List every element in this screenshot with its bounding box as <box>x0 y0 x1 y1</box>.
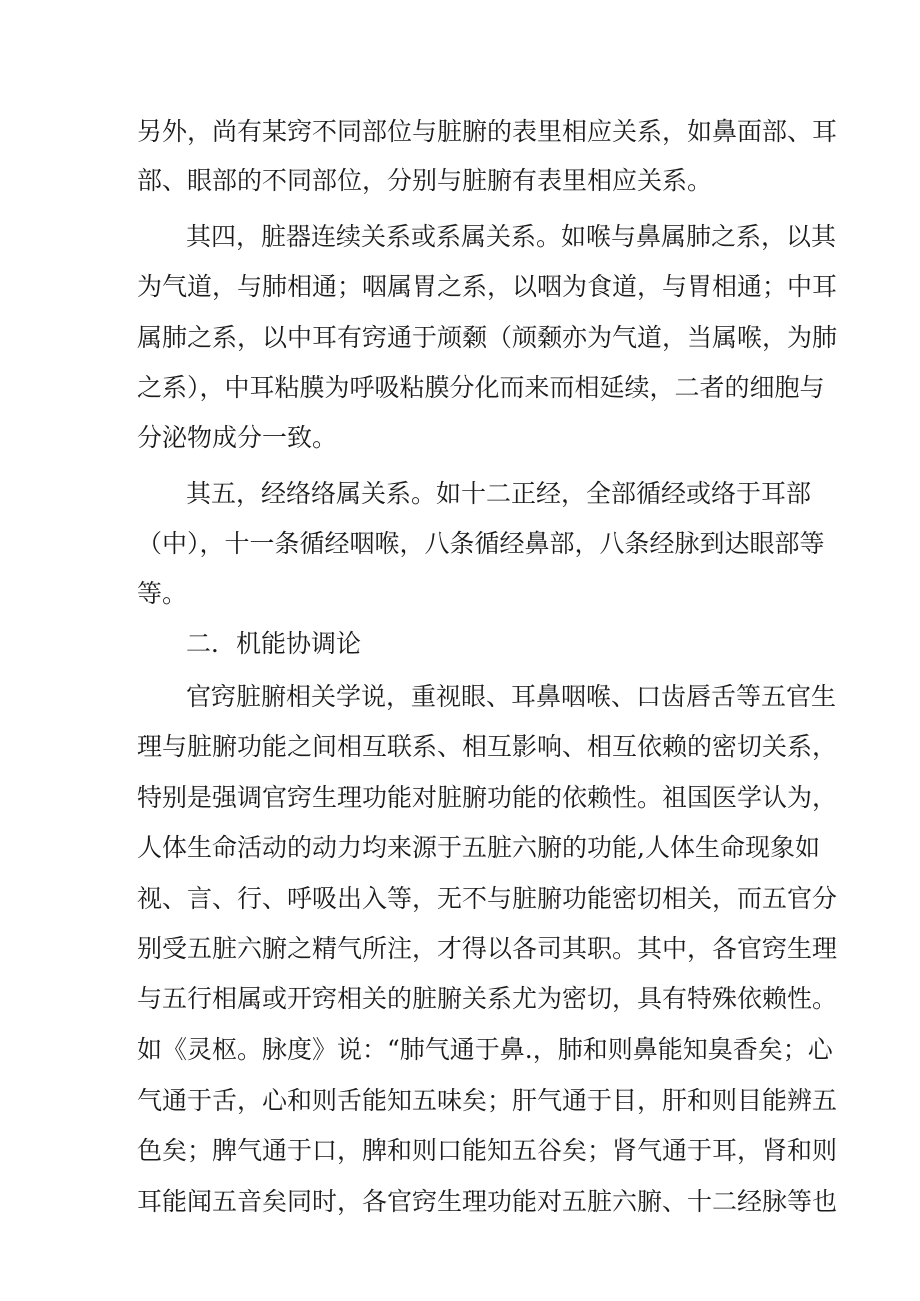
text-line: 别受五脏六腑之精气所注，才得以各司其职。其中，各官窍生理 <box>137 934 838 963</box>
text-line: 耳能闻五音矣同时，各官窍生理功能对五脏六腑、十二经脉等也 <box>137 1187 838 1216</box>
section-heading: 二．机能协调论 <box>186 629 362 658</box>
paragraph-first-line: 其四，脏器连续关系或系属关系。如喉与鼻属肺之系，以其 <box>186 222 837 251</box>
text-line: 气通于舌，心和则舌能知五味矣；肝气通于目，肝和则目能辨五 <box>137 1086 838 1115</box>
text-line: 属肺之系，以中耳有窍通于颃颡（颃颡亦为气道，当属喉，为肺 <box>137 323 838 352</box>
text-line: 为气道，与肺相通；咽属胃之系，以咽为食道，与胃相通；中耳 <box>137 272 838 301</box>
text-line: 如《灵枢。脉度》说：“肺气通于鼻.，肺和则鼻能知臭香矣；心 <box>137 1035 833 1064</box>
text-line: 人体生命活动的动力均来源于五脏六腑的功能,人体生命现象如 <box>137 833 820 862</box>
text-line: 之系），中耳粘膜为呼吸粘膜分化而来而相延续，二者的细胞与 <box>137 373 825 402</box>
text-line: （中），十一条循经咽喉，八条循经鼻部，八条经脉到达眼部等 <box>137 529 825 558</box>
text-line: 色矣；脾气通于口，脾和则口能知五谷矣；肾气通于耳，肾和则 <box>137 1136 838 1165</box>
text-line: 等。 <box>137 579 188 608</box>
text-line: 特别是强调官窍生理功能对脏腑功能的依赖性。祖国医学认为， <box>137 783 838 812</box>
paragraph-first-line: 官窍脏腑相关学说，重视眼、耳鼻咽喉、口齿唇舌等五官生 <box>186 682 837 711</box>
paragraph-first-line: 其五，经络络属关系。如十二正经，全部循经或络于耳部 <box>186 479 812 508</box>
text-line: 与五行相属或开窍相关的脏腑关系尤为密切，具有特殊依赖性。 <box>137 984 838 1013</box>
text-line: 分泌物成分一致。 <box>137 423 338 452</box>
text-line: 另外，尚有某窍不同部位与脏腑的表里相应关系，如鼻面部、耳 <box>137 117 838 146</box>
text-line: 部、眼部的不同部位，分别与脏腑有表里相应关系。 <box>137 166 713 195</box>
text-line: 理与脏腑功能之间相互联系、相互影响、相互依赖的密切关系， <box>137 732 838 761</box>
text-line: 视、言、行、呼吸出入等，无不与脏腑功能密切相关，而五官分 <box>137 884 838 913</box>
